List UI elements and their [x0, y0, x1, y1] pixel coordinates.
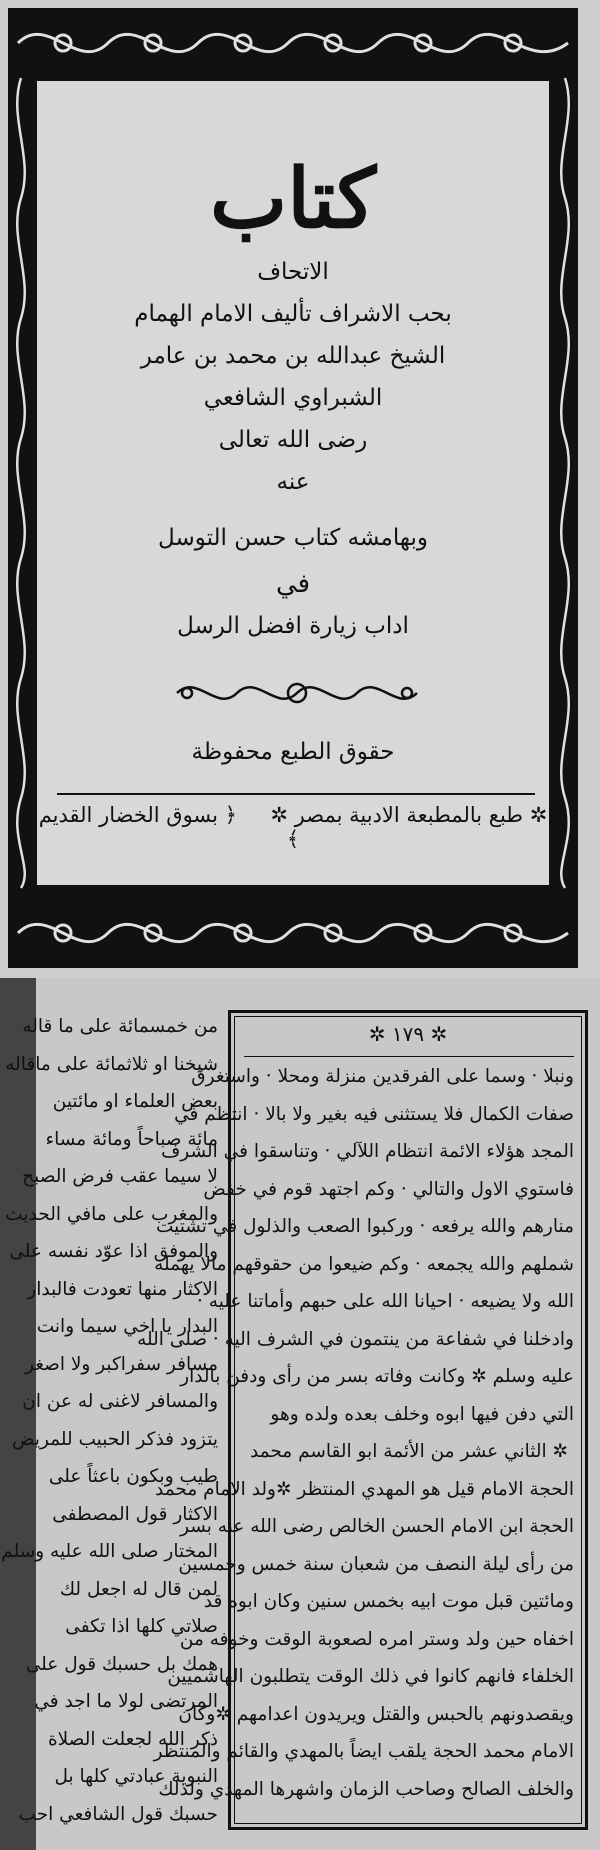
author-nisba: الشبراوي الشافعي: [203, 385, 383, 411]
margin-book-fi: في: [275, 569, 311, 599]
main-line: ونبلا · وسما على الفرقدين منزلة ومحلا · واستغرق: [191, 1066, 574, 1087]
margin-line: النبوية عبادتي كلها بل: [54, 1766, 218, 1787]
page-number: ✲ ١٧٩ ✲: [368, 1022, 448, 1046]
main-line: اخفاه حين ولد وستر امره لصعوبة الوقت وخوفه من: [179, 1628, 574, 1650]
main-line: فاستوي الاول والتالي · وكم اجتهد قوم في خفض: [203, 1178, 574, 1200]
publisher-market: ﴿ بسوق الخضار القديم ﴾: [38, 803, 300, 851]
main-line: عليه وسلم ✲ وكانت وفاته بسر من رأى ودفن بالدار: [180, 1366, 574, 1387]
margin-line: بعض العلماء او مائتين: [52, 1091, 218, 1112]
border-top-ornament: [8, 8, 578, 78]
margin-line: والموفق اذا عوّد نفسه على: [9, 1241, 218, 1262]
margin-line: حسبك قول الشافعي احب: [18, 1803, 218, 1825]
margin-line: والمغرب على مافي الحديث: [5, 1203, 218, 1225]
main-line: الخلفاء فانهم كانوا في ذلك الوقت يتطلبون الهاشميين: [167, 1666, 574, 1687]
margin-line: همك بل حسبك قول على: [25, 1653, 218, 1675]
title-panel: [34, 78, 552, 888]
margin-line: ذكر الله لجعلت الصلاة: [47, 1728, 218, 1750]
border-bottom-ornament: [8, 898, 578, 968]
main-line: الحجة الامام قيل هو المهدي المنتظر ✲ولد الامام محمد: [154, 1478, 574, 1500]
margin-line: المرتضى لولا ما اجد في: [34, 1691, 218, 1712]
text-page: [0, 978, 600, 1850]
margin-line: المختار صلى الله عليه وسلم: [1, 1541, 218, 1562]
ornamental-border: [8, 8, 578, 968]
margin-line: من خمسمائة على ما قاله: [22, 1016, 218, 1037]
main-line: شملهم والله يجمعه · وكم ضيعوا من حقوقهم مالا يهمله: [154, 1253, 574, 1275]
blessing-end: عنه: [276, 469, 310, 495]
title-line-1: الاتحاف: [257, 259, 329, 285]
main-line: الامام محمد الحجة يلقب ايضاً بالمهدي والقائم والمنتظر: [153, 1741, 574, 1762]
main-line: وادخلنا في شفاعة من ينتمون في الشرف اليه · صلى الله: [137, 1328, 574, 1350]
border-left-ornament: [8, 78, 34, 888]
header-rule: [244, 1056, 574, 1057]
main-line: الحجة ابن الامام الحسن الخالص رضى الله عنه بسر: [180, 1516, 574, 1537]
margin-line: لمن قال له اجعل لك: [59, 1578, 218, 1600]
margin-line: مسافر سفراكبر ولا اصغر: [24, 1353, 218, 1375]
main-line: صفات الكمال فلا يستثنى فيه بغير ولا بالا · انتظم في: [174, 1103, 574, 1125]
title-line-2: بحب الاشراف تأليف الامام الهمام: [134, 301, 452, 327]
main-line: والخلف الصالح وصاحب الزمان واشهرها المهدي ولذلك: [158, 1778, 574, 1800]
main-line: ومائتين قبل موت ابيه بخمس سنين وكان ابوه قد: [203, 1591, 574, 1612]
blessing-line: رضى الله تعالى: [218, 427, 368, 453]
main-line: من رأى ليلة النصف من شعبان سنة خمس وخمسين: [178, 1553, 574, 1575]
main-line: منارهم والله يرفعه · وركبوا الصعب والذلول في تشتيت: [155, 1216, 574, 1237]
margin-line: الاكثار قول المصطفى: [52, 1503, 218, 1525]
section-heading: ✲ الثاني عشر من الأئمة ابو القاسم محمد: [249, 1441, 569, 1462]
margin-line: البدار يا اخي سيما وانت: [36, 1316, 218, 1337]
margin-book-subtitle: اداب زيارة افضل الرسل: [177, 613, 409, 639]
main-line: المجد هؤلاء الائمة انتظام اللآلي · وتناسقوا في الشرف: [161, 1141, 574, 1162]
margin-line: مائة صباحاً ومائة مساء: [45, 1128, 218, 1150]
book-title: كتاب: [210, 151, 376, 247]
margin-line: شيخنا او ثلاثمائة على ماقاله: [5, 1053, 218, 1075]
margin-line: صلاتي كلها اذا تكفى: [65, 1616, 218, 1637]
main-line: الله ولا يضيعه · احيانا الله على حبهم وأماتنا عليه ·: [197, 1291, 574, 1312]
margin-line: الاكثار منها تعودت فالبدار: [27, 1278, 218, 1300]
margin-line: يتزود فذكر الحبيب للمريض: [12, 1428, 218, 1450]
margin-line: لا سيما عقب فرض الصبح: [22, 1166, 218, 1187]
author-line: الشيخ عبدالله بن محمد بن عامر: [140, 343, 446, 369]
main-line: ويقصدونهم بالحبس والقتل ويريدون اعدامهم ✲وكان: [178, 1703, 574, 1725]
divider-rule: [57, 793, 535, 795]
margin-line: والمسافر لاغنى له عن ان: [22, 1391, 218, 1412]
border-right-ornament: [552, 78, 578, 888]
margin-line: طيب وبكون باعثاً على: [48, 1466, 218, 1487]
margin-book-line: وبهامشه كتاب حسن التوسل: [158, 525, 428, 551]
publisher-line: [37, 803, 549, 851]
main-line: التي دفن فيها ابوه وخلف بعده ولده وهو: [270, 1403, 574, 1425]
publisher-press: ✲ طبع بالمطبعة الادبية بمصر ✲: [270, 803, 548, 827]
copyright-notice: حقوق الطبع محفوظة: [191, 739, 395, 765]
